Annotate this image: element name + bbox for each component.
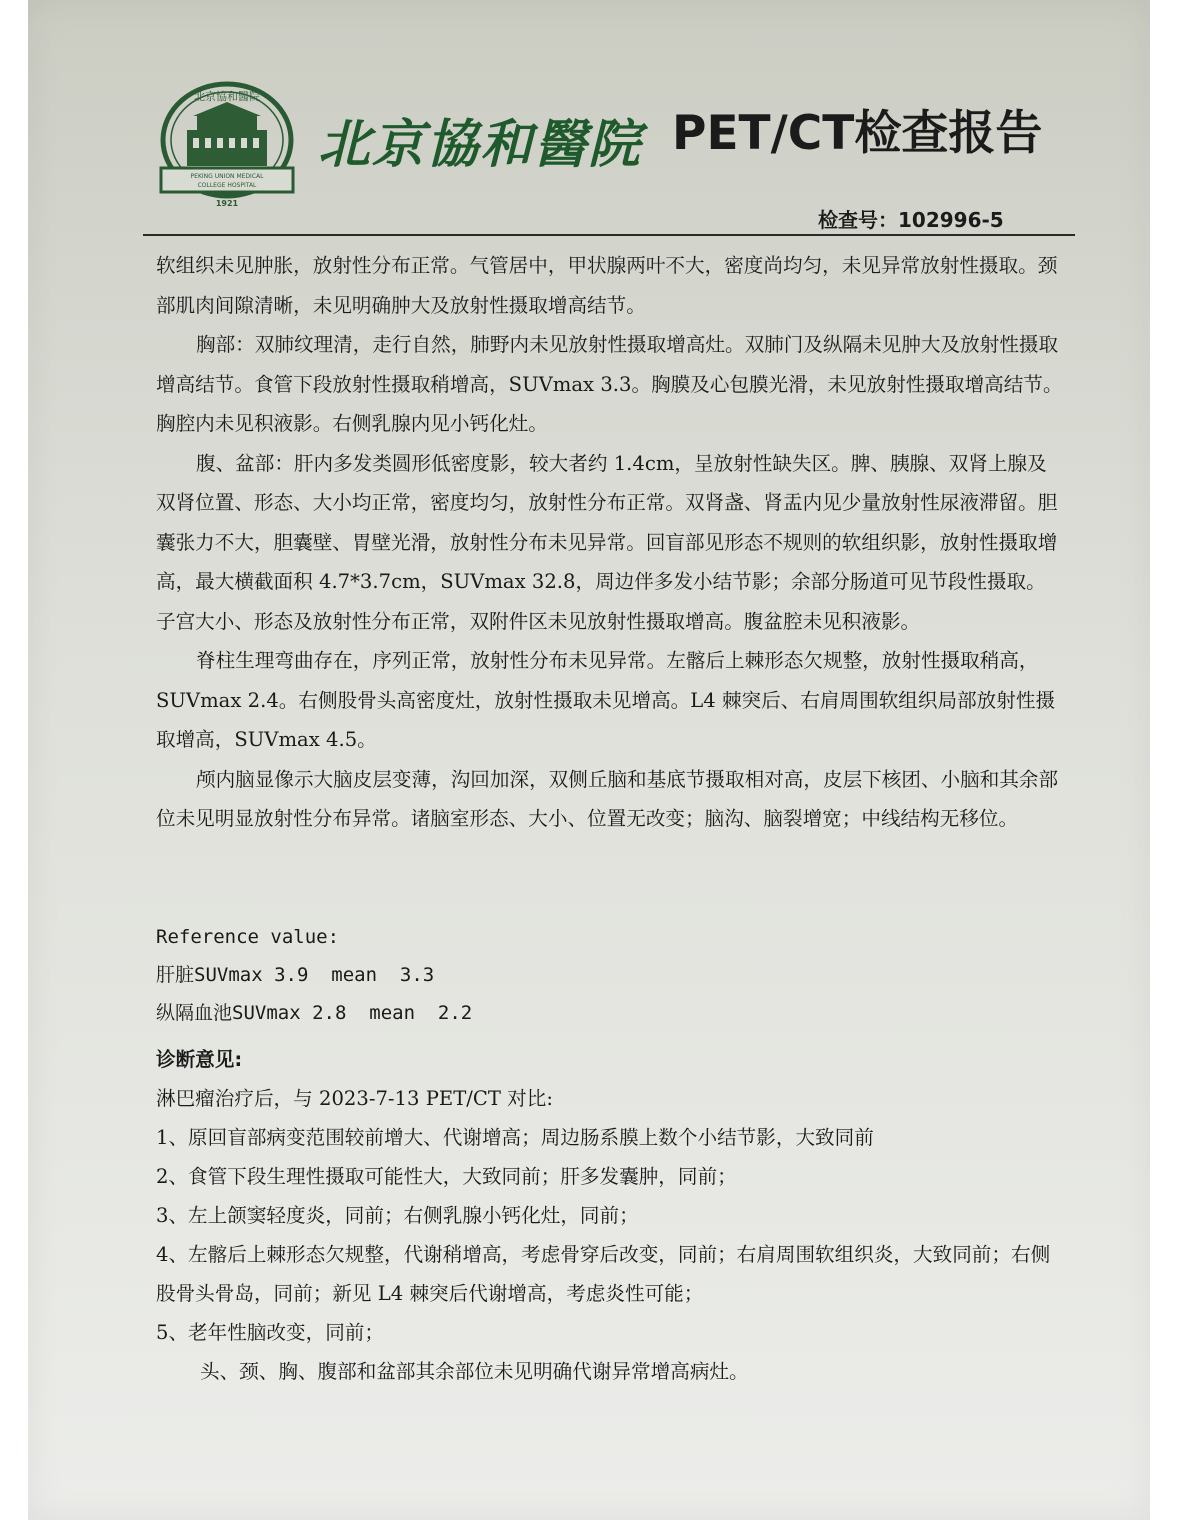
hospital-seal-logo — [157, 80, 297, 214]
findings-neck: 软组织未见肿胀，放射性分布正常。气管居中，甲状腺两叶不大，密度尚均匀，未见异常放射性摄取。颈部肌肉间隙清晰，未见明确肿大及放射性摄取增高结节。 — [156, 254, 1058, 317]
reference-liver — [156, 956, 756, 994]
diagnosis-item: 2、食管下段生理性摄取可能性大，大致同前；肝多发囊肿，同前； — [156, 1165, 737, 1188]
report-title: PET/CT检查报告 — [672, 106, 1043, 161]
findings-spine: 脊柱生理弯曲存在，序列正常，放射性分布未见异常。左髂后上棘形态欠规整，放射性摄取稍高，SUVmax 2.4。右侧股骨头高密度灶，放射性摄取未见增高。L4 棘突后、右肩周围软组织局部放射性摄取增高，SUVmax 4.5。 — [156, 649, 1056, 751]
diagnosis-item: 1、原回盲部病变范围较前增大、代谢增高；周边肠系膜上数个小结节影，大致同前 — [156, 1126, 874, 1149]
findings-section — [156, 246, 1064, 839]
reference-liver-values: SUVmax 3.9 mean 3.3 — [194, 964, 435, 986]
reference-liver-label: 肝脏 — [156, 964, 195, 986]
reference-blood-pool — [156, 994, 756, 1032]
reference-blood-values: SUVmax 2.8 mean 2.2 — [232, 1002, 473, 1024]
findings-abdomen-pelvis: 腹、盆部：肝内多发类圆形低密度影，较大者约 1.4cm，呈放射性缺失区。脾、胰腺、双肾上腺及双肾位置、形态、大小均正常，密度均匀，放射性分布正常。双肾盏、肾盂内见少量放射性尿液滞留。胆囊张力不大，胆囊壁、胃壁光滑，放射性分布未见异常。回盲部见形态不规则的软组织影，放射性摄取增高，最大横截面积 4.7*3.7cm，SUVmax 32.8，周边伴多发小结节影；余部分肠道可见节段性摄取。子宫大小、形态及放射性分布正常，双附件区未见放射性摄取增高。腹盆腔未见积液影。 — [156, 451, 1058, 633]
svg-text:COLLEGE HOSPITAL: COLLEGE HOSPITAL — [197, 182, 257, 189]
reference-values — [156, 918, 756, 1032]
svg-text:1921: 1921 — [215, 199, 239, 208]
exam-number: 检查号：102996-5 — [818, 208, 1004, 232]
reference-blood-label: 纵隔血池 — [156, 1002, 233, 1024]
diagnosis-item: 5、老年性脑改变，同前； — [156, 1321, 384, 1344]
svg-text:北京協和醫院: 北京協和醫院 — [194, 90, 260, 103]
diagnosis-heading: 诊断意见: — [156, 1048, 243, 1071]
diagnosis-section — [156, 1040, 1068, 1391]
diagnosis-conclusion: 头、颈、胸、腹部和盆部其余部位未见明确代谢异常增高病灶。 — [200, 1360, 749, 1383]
diagnosis-intro: 淋巴瘤治疗后，与 2023-7-13 PET/CT 对比: — [156, 1087, 553, 1110]
diagnosis-item: 3、左上颌窦轻度炎，同前；右侧乳腺小钙化灶，同前； — [156, 1204, 639, 1227]
svg-text:PEKING UNION MEDICAL: PEKING UNION MEDICAL — [190, 173, 264, 180]
header-divider — [143, 234, 1075, 236]
hospital-name-calligraphy: 北京協和醫院 — [318, 114, 643, 175]
findings-brain: 颅内脑显像示大脑皮层变薄，沟回加深，双侧丘脑和基底节摄取相对高，皮层下核团、小脑和其余部位未见明显放射性分布异常。诸脑室形态、大小、位置无改变；脑沟、脑裂增宽；中线结构无移位。 — [156, 767, 1059, 830]
findings-chest: 胸部：双肺纹理清，走行自然，肺野内未见放射性摄取增高灶。双肺门及纵隔未见肿大及放射性摄取增高结节。食管下段放射性摄取稍增高，SUVmax 3.3。胸膜及心包膜光滑，未见放射性摄取增高结节。胸腔内未见积液影。右侧乳腺内见小钙化灶。 — [156, 333, 1063, 435]
diagnosis-item: 4、左髂后上棘形态欠规整，代谢稍增高，考虑骨穿后改变，同前；右肩周围软组织炎，大致同前；右侧股骨头骨岛，同前；新见 L4 棘突后代谢增高，考虑炎性可能； — [156, 1243, 1051, 1305]
reference-label: Reference value: — [156, 926, 340, 948]
